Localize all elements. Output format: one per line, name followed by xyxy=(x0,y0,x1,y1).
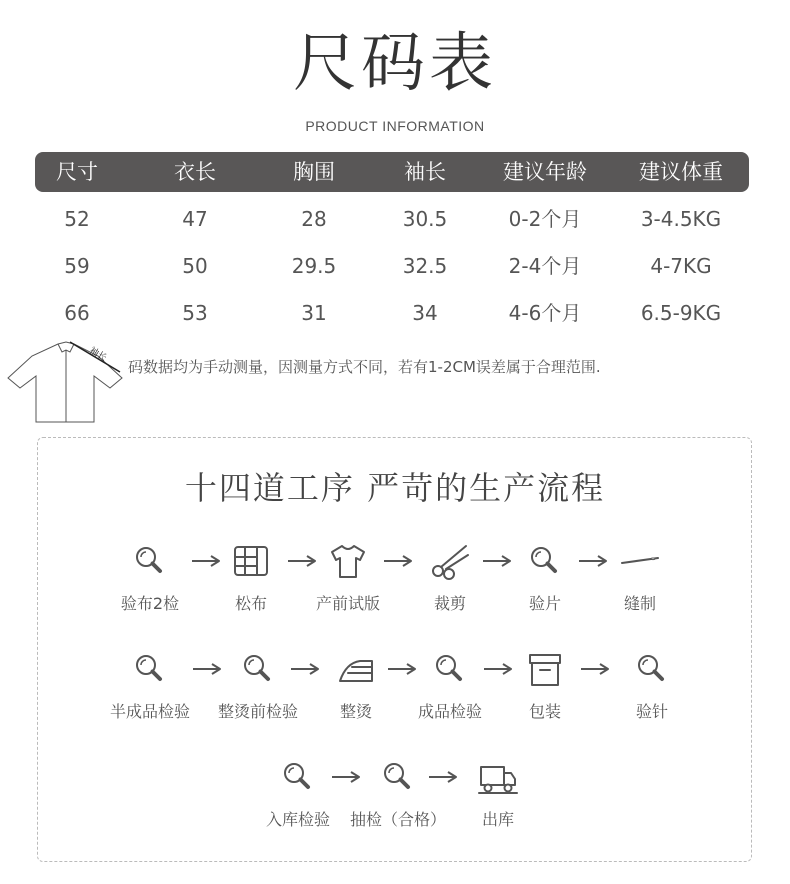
table-cell: 28 xyxy=(301,207,327,231)
table-cell: 47 xyxy=(182,207,208,231)
process-step-label: 包装 xyxy=(528,702,561,721)
arrow-right-icon xyxy=(290,662,320,676)
magnifier-icon xyxy=(238,649,278,689)
fabric-roll-icon xyxy=(231,541,271,581)
arrow-right-icon xyxy=(331,770,361,784)
column-header: 胸围 xyxy=(293,160,335,184)
arrow-right-icon xyxy=(191,554,221,568)
magnifier-icon xyxy=(130,649,170,689)
table-cell: 0-2个月 xyxy=(508,207,582,231)
arrow-right-icon xyxy=(287,554,317,568)
arrow-right-icon xyxy=(428,770,458,784)
table-cell: 6.5-9KG xyxy=(640,301,722,325)
arrow-right-icon xyxy=(383,554,413,568)
magnifier-icon xyxy=(430,649,470,689)
process-step-label: 验针 xyxy=(635,702,668,721)
measurement-note: 码数据均为手动测量，因测量方式不同，若有1-2CM误差属于合理范围. xyxy=(128,358,601,376)
arrow-right-icon xyxy=(578,554,608,568)
table-cell: 52 xyxy=(64,207,90,231)
table-cell: 53 xyxy=(182,301,208,325)
magnifier-icon xyxy=(278,757,318,797)
table-cell: 4-6个月 xyxy=(508,301,582,325)
arrow-right-icon xyxy=(482,554,512,568)
table-cell: 32.5 xyxy=(402,254,448,278)
table-cell: 3-4.5KG xyxy=(640,207,722,231)
box-icon xyxy=(525,649,565,689)
page-title: 尺码表 xyxy=(293,27,497,101)
table-cell: 29.5 xyxy=(291,254,337,278)
process-step-label: 产前试版 xyxy=(315,594,380,613)
jacket-diagram-icon xyxy=(6,336,126,426)
page-subtitle: PRODUCT INFORMATION xyxy=(305,118,485,134)
process-step-label: 松布 xyxy=(234,594,267,613)
magnifier-icon xyxy=(130,541,170,581)
process-step-label: 裁剪 xyxy=(433,594,466,613)
magnifier-icon xyxy=(525,541,565,581)
column-header: 袖长 xyxy=(404,160,446,184)
table-row xyxy=(35,293,749,333)
table-cell: 31 xyxy=(301,301,327,325)
column-header: 衣长 xyxy=(174,160,216,184)
arrow-right-icon xyxy=(580,662,610,676)
process-step-label: 缝制 xyxy=(623,594,656,613)
table-cell: 2-4个月 xyxy=(508,254,582,278)
process-step-label: 整烫前检验 xyxy=(217,702,298,721)
table-cell: 4-7KG xyxy=(650,254,712,278)
needle-icon xyxy=(620,541,660,581)
size-table-header xyxy=(35,152,749,192)
column-header: 建议体重 xyxy=(639,160,723,184)
column-header: 建议年龄 xyxy=(503,160,587,184)
process-title: 十四道工序 严苛的生产流程 xyxy=(184,469,606,507)
process-step-label: 整烫 xyxy=(339,702,372,721)
table-cell: 66 xyxy=(64,301,90,325)
process-step-label: 成品检验 xyxy=(417,702,482,721)
process-step-label: 验布2检 xyxy=(120,594,180,613)
table-row xyxy=(35,246,749,286)
truck-icon xyxy=(478,757,518,797)
table-cell: 50 xyxy=(182,254,208,278)
column-header: 尺寸 xyxy=(56,160,98,184)
arrow-right-icon xyxy=(483,662,513,676)
process-step-label: 入库检验 xyxy=(265,810,330,829)
scissors-icon xyxy=(430,541,470,581)
table-cell: 59 xyxy=(64,254,90,278)
process-step-label: 出库 xyxy=(481,810,514,829)
iron-icon xyxy=(336,649,376,689)
tshirt-icon xyxy=(328,541,368,581)
sleeve-length-label: 袖长 xyxy=(87,345,109,364)
table-cell: 34 xyxy=(412,301,438,325)
process-step-label: 半成品检验 xyxy=(109,702,190,721)
arrow-right-icon xyxy=(192,662,222,676)
table-cell: 30.5 xyxy=(402,207,448,231)
table-row xyxy=(35,199,749,239)
magnifier-icon xyxy=(378,757,418,797)
process-step-label: 抽检（合格） xyxy=(349,810,446,829)
arrow-right-icon xyxy=(387,662,417,676)
process-step-label: 验片 xyxy=(528,594,561,613)
magnifier-icon xyxy=(632,649,672,689)
